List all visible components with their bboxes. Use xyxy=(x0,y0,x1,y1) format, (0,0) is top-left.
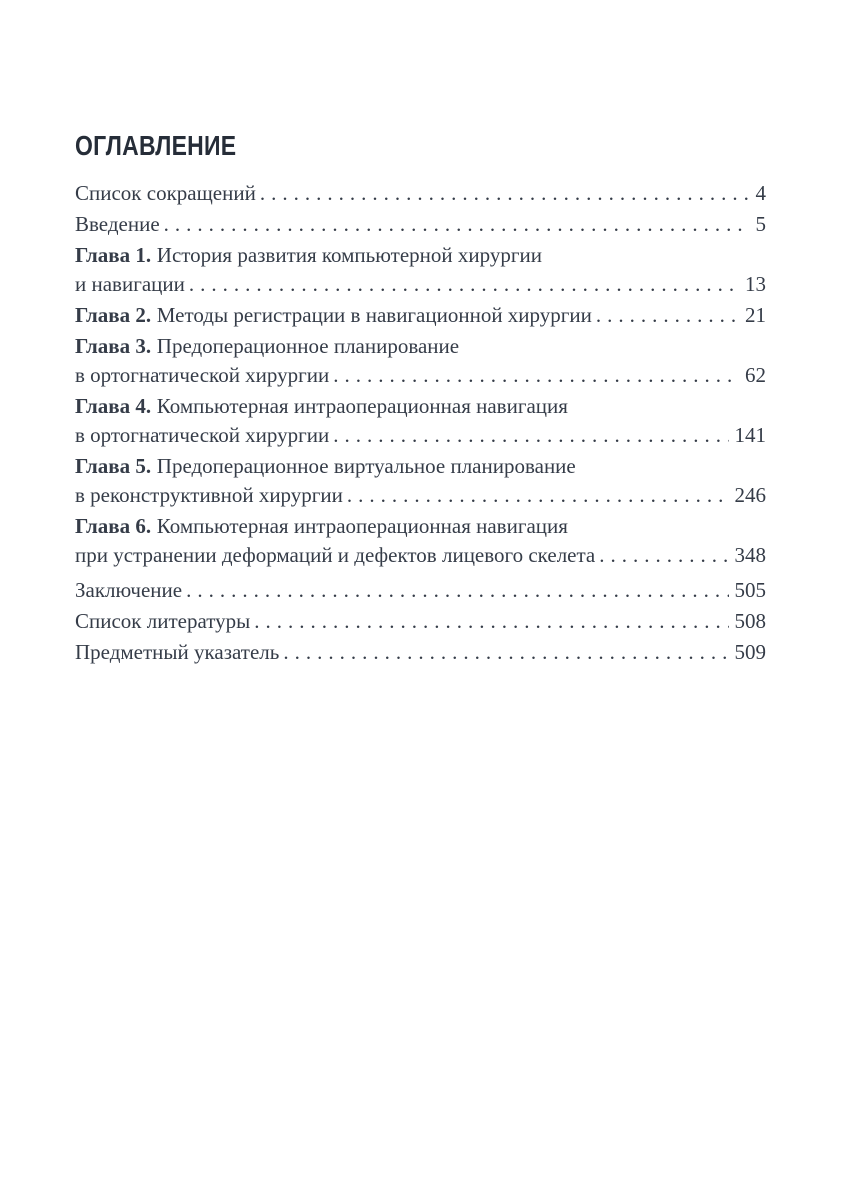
page-number: 508 xyxy=(734,609,766,633)
toc-line xyxy=(75,332,766,361)
page-number: 5 xyxy=(755,212,766,236)
toc-line xyxy=(75,576,766,605)
toc-entry-introduction xyxy=(75,210,766,239)
chapter-title: Предоперационное планирование xyxy=(156,334,460,358)
dot-leader xyxy=(595,541,728,570)
dot-leader xyxy=(279,638,728,667)
toc-entry-chapter-1 xyxy=(75,241,766,299)
toc-line xyxy=(75,452,766,481)
chapter-number: Глава 1. xyxy=(75,243,152,267)
toc-entry-conclusion xyxy=(75,576,766,605)
entry-label-continuation: в ортогнатической хирургии xyxy=(75,423,330,447)
dot-leader xyxy=(185,270,739,299)
table-of-contents xyxy=(75,179,766,667)
dot-leader xyxy=(256,179,750,208)
toc-entry-chapter-2 xyxy=(75,301,766,330)
toc-line xyxy=(75,210,766,239)
chapter-number: Глава 2. xyxy=(75,303,152,327)
toc-entry-chapter-6 xyxy=(75,512,766,570)
entry-label-continuation: и навигации xyxy=(75,272,185,296)
dot-leader xyxy=(592,301,739,330)
chapter-number: Глава 5. xyxy=(75,454,152,478)
entry-label: Список литературы xyxy=(75,609,251,633)
page-number: 246 xyxy=(734,483,766,507)
toc-line xyxy=(75,361,766,390)
entry-label: Введение xyxy=(75,212,160,236)
chapter-title: Предоперационное виртуальное планирование xyxy=(156,454,576,478)
page-number: 505 xyxy=(734,578,766,602)
dot-leader xyxy=(160,210,750,239)
entry-label-continuation: в реконструктивной хирургии xyxy=(75,483,343,507)
entry-label-continuation: в ортогнатической хирургии xyxy=(75,363,330,387)
toc-entry-chapter-4 xyxy=(75,392,766,450)
toc-line xyxy=(75,638,766,667)
page-number: 509 xyxy=(734,640,766,664)
chapter-title: История развития компьютерной хирургии xyxy=(156,243,542,267)
entry-label-continuation: при устранении деформаций и дефектов лицевого скелета xyxy=(75,543,596,567)
chapter-title: Компьютерная интраоперационная навигация xyxy=(156,514,568,538)
dot-leader xyxy=(329,361,739,390)
toc-entry-chapter-5 xyxy=(75,452,766,510)
toc-entry-references xyxy=(75,607,766,636)
toc-content xyxy=(75,131,766,669)
entry-label xyxy=(75,512,568,541)
entry-label: Заключение xyxy=(75,578,183,602)
toc-line xyxy=(75,392,766,421)
toc-line xyxy=(75,421,766,450)
toc-line xyxy=(75,481,766,510)
toc-line xyxy=(75,607,766,636)
toc-entry-subject-index xyxy=(75,638,766,667)
entry-label xyxy=(75,392,568,421)
dot-leader xyxy=(329,421,728,450)
toc-line xyxy=(75,301,766,330)
chapter-number: Глава 3. xyxy=(75,334,152,358)
toc-entry-abbreviations xyxy=(75,179,766,208)
chapter-number: Глава 6. xyxy=(75,514,152,538)
page-number: 4 xyxy=(755,181,766,205)
dot-leader xyxy=(250,607,728,636)
page-title: ОГЛАВЛЕНИЕ xyxy=(75,130,237,161)
entry-label xyxy=(75,241,542,270)
page-number: 62 xyxy=(745,363,766,387)
dot-leader xyxy=(343,481,729,510)
chapter-title: Методы регистрации в навигационной хирургии xyxy=(156,303,592,327)
toc-line xyxy=(75,541,766,570)
entry-label xyxy=(75,452,576,481)
entry-label: Список сокращений xyxy=(75,181,256,205)
chapter-number: Глава 4. xyxy=(75,394,152,418)
entry-label: Предметный указатель xyxy=(75,640,280,664)
page-number: 13 xyxy=(745,272,766,296)
chapter-title: Компьютерная интраоперационная навигация xyxy=(156,394,568,418)
entry-label xyxy=(75,301,592,330)
page-number: 21 xyxy=(745,303,766,327)
toc-line xyxy=(75,179,766,208)
toc-line xyxy=(75,512,766,541)
page-number: 141 xyxy=(734,423,766,447)
page-number: 348 xyxy=(734,543,766,567)
dot-leader xyxy=(182,576,728,605)
entry-label xyxy=(75,332,459,361)
toc-line xyxy=(75,270,766,299)
toc-line xyxy=(75,241,766,270)
toc-entry-chapter-3 xyxy=(75,332,766,390)
